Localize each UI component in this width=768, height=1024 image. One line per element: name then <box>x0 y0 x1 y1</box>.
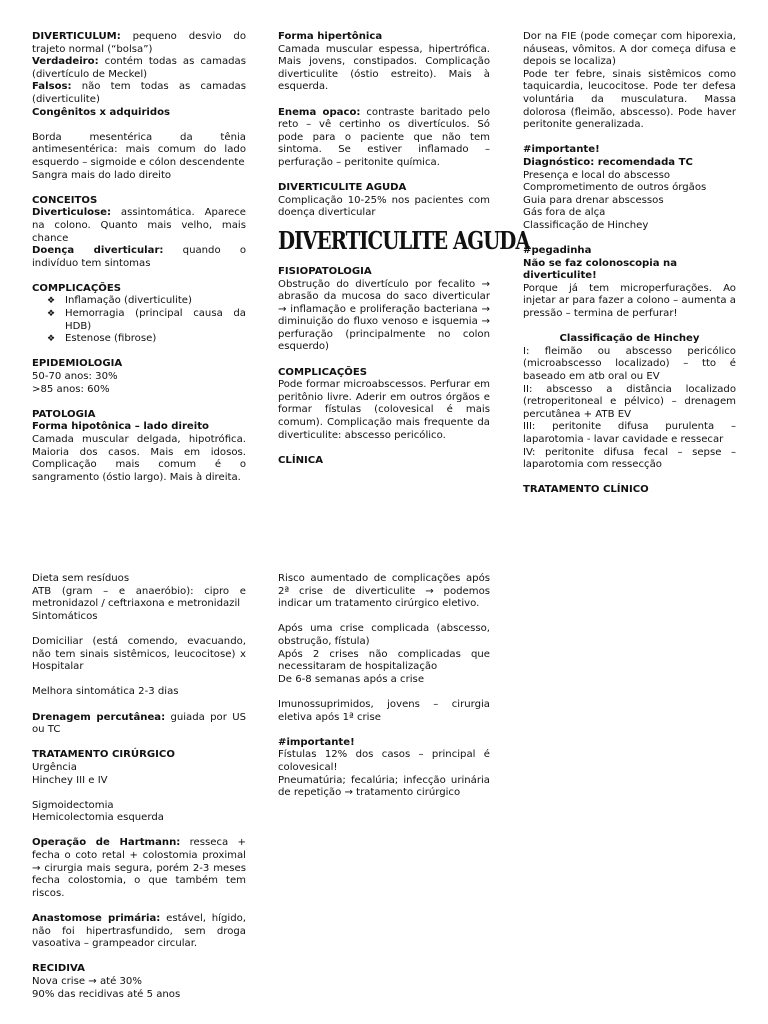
drenagem-text <box>32 712 246 737</box>
list-item: Gás fora de alça <box>523 207 606 219</box>
section-title-patologia: PATOLOGIA <box>32 408 96 420</box>
diverticulum-definition <box>32 31 246 56</box>
list-item: Guia para drenar abscessos <box>523 194 664 206</box>
section-title-tratamento-cirurgico: TRATAMENTO CIRÚRGICO <box>32 749 175 761</box>
list-item <box>47 295 246 308</box>
verdadeiro-definition <box>32 56 246 81</box>
epidemiologia-line: 50-70 anos: 30% <box>32 371 118 383</box>
text: estável, hígido, não foi hipertrasfundido, sem droga vasoativa – grampeador circular. <box>32 913 246 950</box>
tratamento-line: Dieta sem resíduos <box>32 573 130 584</box>
text: Estenose (fibrose) <box>65 333 157 345</box>
recidiva-line: 90% das recidivas até 5 anos <box>32 988 181 1000</box>
section-title-clinica: CLÍNICA <box>278 454 324 466</box>
diamond-bullet-icon: ❖ <box>47 296 56 307</box>
forma-hipertonica-text: Camada muscular espessa, hipertrófica. Mais jovens, constipados. Complicação diverticulite (óstio estreito). Mais à esquerda. <box>278 43 490 93</box>
diamond-bullet-icon: ❖ <box>47 309 56 320</box>
hinchey-item: II: abscesso a distância localizado (retroperitoneal e pélvico) – drenagem percutânea + ATB EV <box>523 383 736 420</box>
text: quando o indivíduo tem sintomas <box>32 245 246 269</box>
term-doenca-diverticular: Doença diverticular: <box>32 245 164 257</box>
text: contraste baritado pelo reto – vê certinho os divertículos. Só pode para o paciente que não tem sintoma. Se estiver inflamado – perfuração – peritonite química. <box>278 106 490 168</box>
text: guiada por US ou TC <box>32 711 246 736</box>
melhora-text: Melhora sintomática 2-3 dias <box>32 686 179 698</box>
term-hartmann: Operação de Hartmann: <box>32 837 181 849</box>
subtitle-forma-hipertonica: Forma hipertônica <box>278 31 383 42</box>
text: não tem todas as camadas (diverticulite) <box>32 81 246 105</box>
congenitos-heading: Congênitos x adquiridos <box>32 106 171 118</box>
imunossuprimidos-text: Imunossuprimidos, jovens – cirurgia eletiva após 1ª crise <box>278 698 490 723</box>
term-falsos: Falsos: <box>32 81 72 93</box>
column-2-top <box>278 31 530 467</box>
epidemiologia-line: >85 anos: 60% <box>32 383 110 395</box>
section-title-recidiva: RECIDIVA <box>32 963 85 975</box>
term-diverticulose: Diverticulose: <box>32 207 111 219</box>
diverticulite-aguda-text: Complicação 10-25% nos pacientes com doença diverticular <box>278 194 490 219</box>
anastomose-text <box>32 913 246 951</box>
subtitle-forma-hipotonica: Forma hipotônica – lado direito <box>32 421 209 433</box>
column-1-top <box>32 31 246 484</box>
doenca-diverticular-definition <box>32 245 246 270</box>
tratamento-line: Sigmoidectomia <box>32 799 114 811</box>
text: contém todas as camadas (divertículo de Meckel) <box>32 56 246 80</box>
section-title-complicacoes: COMPLICAÇÕES <box>32 282 121 294</box>
complicacoes-text: Pode formar microabscessos. Perfurar em peritônio livre. Aderir em outros órgãos e formar fístulas (colovesical é mais comum). Complicação mais frequente da diverticulite: abscesso pericólico. <box>278 379 490 441</box>
pneumaturia-text: Pneumatúria; fecalúria; infecção urinária de repetição → tratamento cirúrgico <box>278 774 490 799</box>
borda-text: Borda mesentérica da tênia antimesentérica: mais comum do lado esquerdo – sigmoide e cólon descendente <box>32 131 246 168</box>
pegadinha-text: Porque já tem microperfurações. Ao injetar ar para fazer a colono – aumenta a pressão – termina de perfurar! <box>523 282 736 320</box>
risco-text: Risco aumentado de complicações após 2ª crise de diverticulite → podemos indicar um tratamento cirúrgico eletivo. <box>278 573 490 610</box>
list-item: Comprometimento de outros órgãos <box>523 182 707 194</box>
recidiva-line: Nova crise → até 30% <box>32 976 142 987</box>
hinchey-item: I: fleimão ou abscesso pericólico (microabscesso localizado) – tto é baseado em atb oral ou EV <box>523 345 736 383</box>
clinica-dor-text: Dor na FIE (pode começar com hiporexia, náuseas, vômitos. A dor começa difusa e depois se localiza) <box>523 31 736 68</box>
list-item: Classificação de Hinchey <box>523 219 649 231</box>
section-title-fisiopatologia: FISIOPATOLOGIA <box>278 265 372 277</box>
clinica-sinais-text: Pode ter febre, sinais sistêmicos como taquicardia, leucocitose. Pode ter defesa voluntária da musculatura. Massa dolorosa (fleimão, abscesso). Pode haver peritonite generalizada. <box>523 68 736 131</box>
tratamento-atb: ATB (gram – e anaeróbio): cipro e metronidazol / ceftriaxona e metronidazil <box>32 585 246 610</box>
importante-tag: #importante! <box>523 144 600 156</box>
fisiopatologia-text: Obstrução do divertículo por fecalito → abrasão da mucosa do saco diverticular → inflamação e proliferação bacteriana → diminuição do fluxo venoso e isquemia → perfuração (principalmente no colon esquerdo) <box>278 278 490 353</box>
column-3-top <box>523 31 736 497</box>
list-item <box>47 333 246 346</box>
fistulas-text: Fístulas 12% dos casos – principal é colovesical! <box>278 749 490 773</box>
diagnostico-heading: Diagnóstico: recomendada TC <box>523 156 693 168</box>
section-title-diverticulite-aguda: DIVERTICULITE AGUDA <box>278 182 407 194</box>
column-1-bottom <box>32 573 246 1001</box>
importante-tag: #importante! <box>278 736 355 748</box>
term-drenagem: Drenagem percutânea: <box>32 711 166 723</box>
text: pequeno desvio do trajeto normal (“bolsa”) <box>32 31 246 55</box>
column-2-bottom <box>278 573 490 800</box>
term-verdadeiro: Verdadeiro: <box>32 56 99 68</box>
section-title-epidemiologia: EPIDEMIOLOGIA <box>32 358 123 370</box>
section-title-tratamento-clinico: TRATAMENTO CLÍNICO <box>523 484 649 496</box>
term-enema-opaco: Enema opaco: <box>278 106 361 118</box>
hinchey-title: Classificação de Hinchey <box>559 333 700 345</box>
banner-title: DIVERTICULITE AGUDA <box>278 225 530 255</box>
hinchey-item: III: peritonite difusa purulenta – laparotomia - lavar cavidade e ressecar <box>523 421 736 445</box>
term-diverticulum: DIVERTICULUM: <box>32 31 121 42</box>
tratamento-line: Sintomáticos <box>32 610 98 622</box>
tratamento-line: Hinchey III e IV <box>32 774 108 786</box>
indicacao-line: Após uma crise complicada (abscesso, obstrução, fístula) <box>278 623 490 647</box>
text: resseca + fecha o coto retal + colostomia proximal → cirurgia mais segura, porém 2-3 meses fecha colostomia, o que também tem riscos. <box>32 837 246 899</box>
domiciliar-text: Domiciliar (está comendo, evacuando, não tem sinais sistêmicos, leucocitose) x Hospitalar <box>32 635 246 673</box>
indicacao-line: Após 2 crises não complicadas que necessitaram de hospitalização <box>278 648 490 673</box>
tratamento-line: Urgência <box>32 761 77 773</box>
tratamento-line: Hemicolectomia esquerda <box>32 812 164 824</box>
list-item: Presença e local do abscesso <box>523 169 671 181</box>
section-title-conceitos: CONCEITOS <box>32 194 98 206</box>
pegadinha-heading: Não se faz colonoscopia na diverticulite! <box>523 257 678 282</box>
term-anastomose: Anastomose primária: <box>32 913 161 925</box>
text: assintomática. Aparece na colono. Quanto mais velho, mais chance <box>32 207 246 244</box>
text: Inflamação (diverticulite) <box>65 295 192 307</box>
patologia-text: Camada muscular delgada, hipotrófica. Maioria dos casos. Mais em idosos. Complicação mais comum é o sangramento (óstio largo). Mais à direita. <box>32 434 246 483</box>
falsos-definition <box>32 81 246 106</box>
text: Hemorragia (principal causa da HDB) <box>65 308 246 332</box>
indicacao-line: De 6-8 semanas após a crise <box>278 673 425 685</box>
complicacoes-list <box>32 295 246 345</box>
sangra-text: Sangra mais do lado direito <box>32 169 172 181</box>
enema-opaco-text <box>278 107 490 170</box>
list-item <box>47 308 246 333</box>
diverticulose-definition <box>32 207 246 245</box>
hinchey-item: IV: peritonite difusa fecal – sepse – laparotomia com ressecção <box>523 446 736 471</box>
section-title-complicacoes-2: COMPLICAÇÕES <box>278 366 367 378</box>
hartmann-text <box>32 837 246 900</box>
pegadinha-tag: #pegadinha <box>523 245 592 257</box>
diamond-bullet-icon: ❖ <box>47 334 56 345</box>
